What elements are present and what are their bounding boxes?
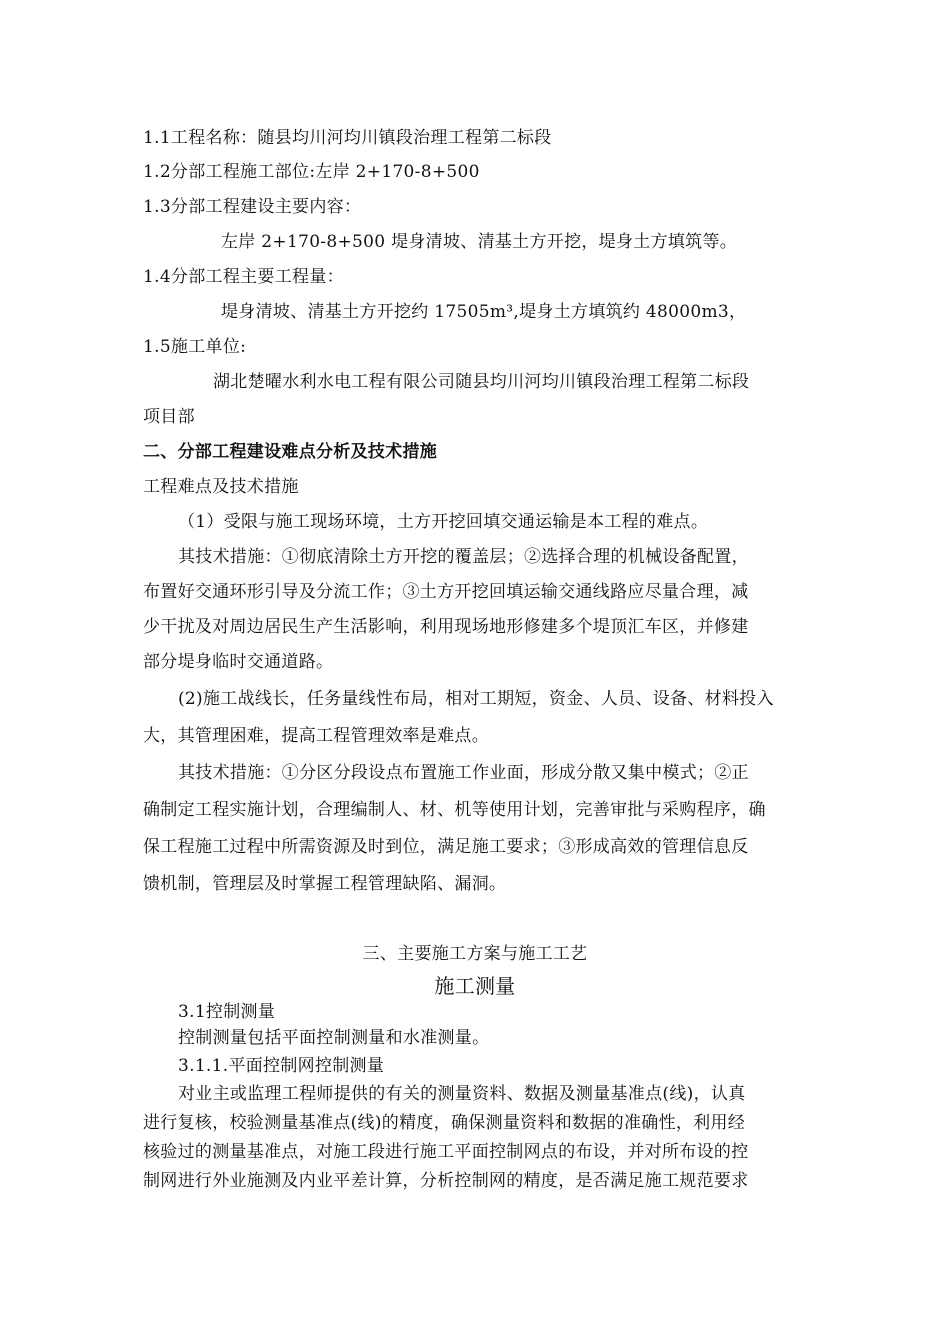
difficulty-2-line2: 大，其管理困难，提高工程管理效率是难点。 [143,726,489,746]
control-survey-heading: 3.1控制测量 [178,1002,276,1022]
control-survey-intro: 控制测量包括平面控制测量和水准测量。 [178,1028,490,1048]
measures-1-line2: 布置好交通环形引导及分流工作；③土方开挖回填运输交通线路应尽量合理，减 [143,582,749,602]
measures-1-line4: 部分堤身临时交通道路。 [143,652,334,672]
project-name-line: 1.1工程名称：随县均川河均川镇段治理工程第二标段 [143,128,552,148]
measures-2-line4: 馈机制，管理层及时掌握工程管理缺陷、漏洞。 [143,874,507,894]
main-content-label: 1.3分部工程建设主要内容： [143,197,362,217]
contractor-label: 1.5施工单位: [143,337,247,357]
survey-title: 施工测量 [434,974,516,998]
plane-control-line3: 核验过的测量基准点，对施工段进行施工平面控制网点的布设，并对所布设的控 [143,1142,749,1162]
measures-1-line1: 其技术措施：①彻底清除土方开挖的覆盖层；②选择合理的机械设备配置， [178,547,749,567]
plane-control-line2: 进行复核，校验测量基准点(线)的精度，确保测量资料和数据的准确性，利用经 [143,1113,746,1133]
measures-2-line1: 其技术措施：①分区分段设点布置施工作业面，形成分散又集中模式；②正 [178,763,749,783]
quantities-label: 1.4分部工程主要工程量： [143,267,344,287]
quantities-text: 堤身清坡、清基土方开挖约 17505m³,堤身土方填筑约 48000m3， [221,302,747,322]
section2-subheading: 工程难点及技术措施 [143,477,299,497]
measures-2-line2: 确制定工程实施计划，合理编制人、材、机等使用计划，完善审批与采购程序，确 [143,800,766,820]
main-content-text: 左岸 2+170-8+500 堤身清坡、清基土方开挖，堤身土方填筑等。 [221,232,738,252]
plane-control-heading: 3.1.1.平面控制网控制测量 [178,1056,385,1076]
plane-control-line1: 对业主或监理工程师提供的有关的测量资料、数据及测量基准点(线)，认真 [178,1084,746,1104]
section3-heading: 三、主要施工方案与施工工艺 [362,944,588,964]
measures-1-line3: 少干扰及对周边居民生产生活影响，利用现场地形修建多个堤顶汇车区，并修建 [143,617,749,637]
difficulty-2-line1: (2)施工战线长，任务量线性布局，相对工期短，资金、人员、设备、材料投入 [178,689,774,709]
contractor-name-cont: 项目部 [143,407,195,427]
contractor-name: 湖北楚曜水利水电工程有限公司随县均川河均川镇段治理工程第二标段 [213,372,750,392]
measures-2-line3: 保工程施工过程中所需资源及时到位，满足施工要求；③形成高效的管理信息反 [143,837,749,857]
difficulty-1: （1）受限与施工现场环境，土方开挖回填交通运输是本工程的难点。 [178,512,709,532]
construction-location-line: 1.2分部工程施工部位:左岸 2+170-8+500 [143,162,480,182]
section2-heading: 二、分部工程建设难点分析及技术措施 [143,442,438,462]
plane-control-line4: 制网进行外业施测及内业平差计算，分析控制网的精度，是否满足施工规范要求 [143,1171,749,1191]
